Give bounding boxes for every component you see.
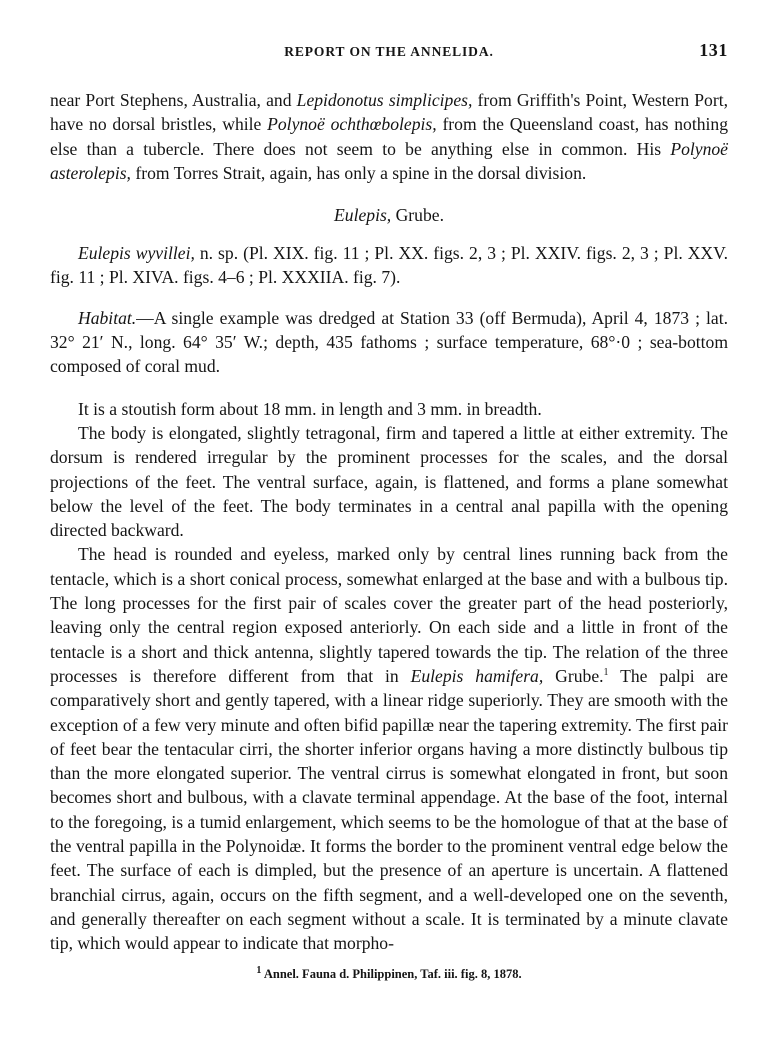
genus-author: Grube. [391, 205, 444, 226]
description-text-3a: The head is rounded and eyeless, marked only by central lines running back from the tentacle, which is a short conical process, somewhat enlarged at the base and with a bulbous tip. The long processes for the first pair of scales cover the greater part of the head posteriorly, leaving only the central region exposed anteriorly. On each side and a little in front of the tentacle is a short and thick antenna, slightly tapered towards the tip. The relation of the three processes is therefore different from that in [50, 544, 728, 686]
intro-paragraph [50, 88, 728, 185]
description-text-3b: Grube. [543, 665, 604, 686]
page-number: 131 [699, 40, 728, 60]
habitat-label: Habitat. [78, 307, 137, 328]
description-paragraph-1: It is a stoutish form about 18 mm. in length and 3 mm. in breadth. [78, 398, 542, 419]
running-title: REPORT ON THE ANNELIDA. [284, 44, 494, 59]
species-plates: n. sp. (Pl. XIX. fig. 11 ; Pl. XX. figs. 2, 3 ; Pl. XXIV. figs. 2, 3 ; Pl. XXV. fig. 11 ; Pl. XIVA. figs. 4–6 ; Pl. XXXIIA. fig. 7). [50, 243, 728, 288]
intro-text-1: near Port Stephens, Australia, and [50, 90, 297, 110]
intro-text-4: from Torres Strait, again, has only a spine in the dorsal division. [130, 162, 587, 183]
habitat-text: —A single example was dredged at Station 33 (off Bermuda), April 4, 1873 ; lat. 32° 21′ N., long. 64° 35′ W.; depth, 435 fathoms ; surface temperature, 68°·0 ; sea-bottom composed of coral mud. [50, 307, 728, 377]
genus-name: Eulepis, [334, 205, 392, 226]
species-name: Eulepis wyvillei, [78, 243, 195, 264]
habitat-paragraph [50, 306, 728, 379]
footnote-text: Annel. Fauna d. Philippinen, Taf. iii. fig. 8, 1878. [261, 966, 522, 981]
species-name-hamifera: Eulepis hamifera, [410, 665, 544, 686]
running-header [50, 40, 728, 64]
document-page [50, 40, 728, 982]
description-text-3c: The palpi are comparatively short and gently tapered, with a linear ridge superiorly. They are smooth with the exception of a few very minute and often bifid papillæ near the tapering extremity. The first pair of feet bear the tentacular cirri, the shorter inferior organs having a more distinctly bulbous tip than the more elongated superior. The ventral cirrus is somewhat elongated in front, but soon becomes short and bulbous, with a clavate terminal appendage. At the base of the foot, internal to the foregoing, is a tumid enlargement, which seems to be the homologue of that at the base of the ventral papilla in the Polynoidæ. It forms the border to the prominent ventral edge below the feet. The surface of each is dimpled, but the presence of an aperture is uncertain. A flattened branchial cirrus, again, occurs on the fifth segment, and a well-developed one on the seventh, and generally thereafter on each segment without a scale. It is terminated by a minute clavate tip, which would appear to indicate that morpho- [50, 665, 728, 954]
species-name-ochthoebolepis: Polynoë ochthœbolepis, [267, 114, 437, 135]
genus-heading [50, 203, 728, 227]
species-heading [50, 241, 728, 290]
description-paragraph-3 [50, 542, 728, 955]
description-paragraph-2: The body is elongated, slightly tetragonal, firm and tapered a little at either extremity. The dorsum is rendered irregular by the prominent processes for the scales, and the dorsal projections of the feet. The ventral surface, again, is flattened, and forms a plane somewhat below the level of the feet. The body terminates in a central anal papilla with the opening directed backward. [50, 422, 728, 541]
intro-text-3: from the Queensland coast, has nothing else than a tubercle. There does not seem to be anything else in common. His [50, 114, 728, 159]
footnote-marker: 1 [256, 964, 262, 976]
footnote-reference: 1 [603, 667, 609, 679]
species-name-asterolepis: Polynoë asterolepis, [50, 138, 728, 183]
species-name-lepidonotus: Lepidonotus simplicipes, [296, 90, 473, 110]
footnote [50, 966, 728, 982]
intro-text-2: from Griffith's Point, Western Port, have no dorsal bristles, while [50, 90, 728, 135]
